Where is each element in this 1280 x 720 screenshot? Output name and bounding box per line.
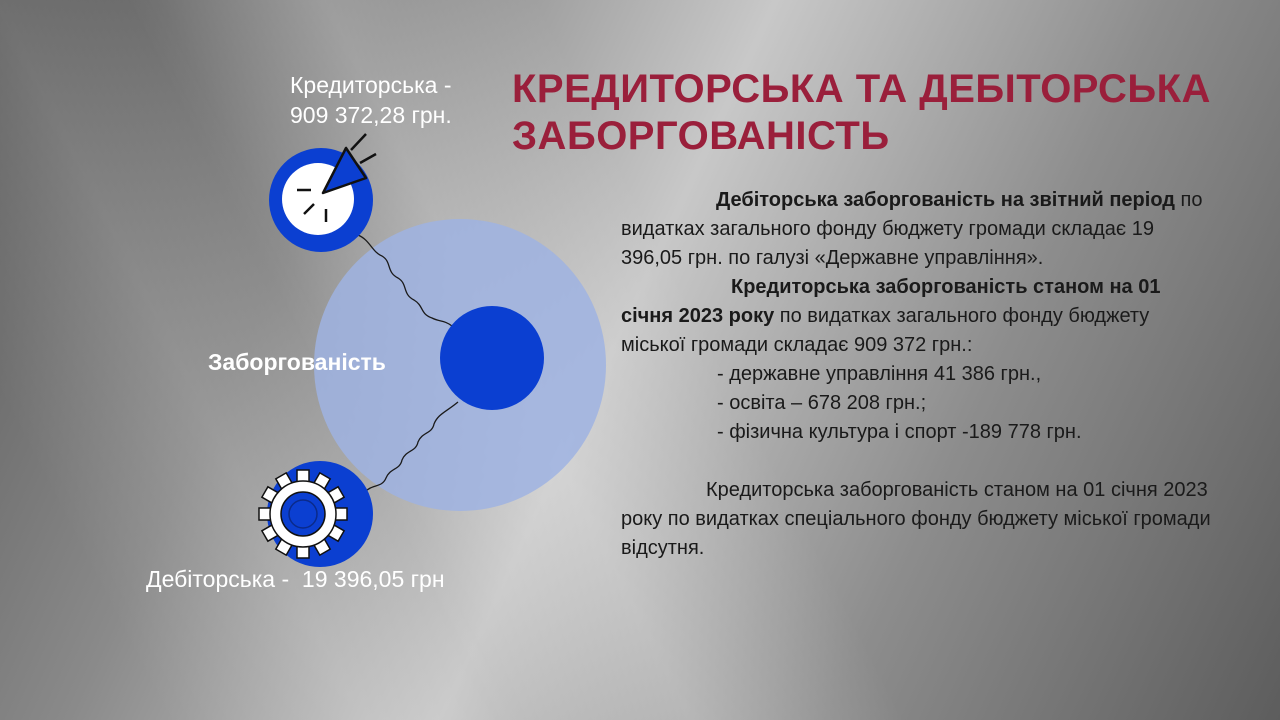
- paragraph-credit: [621, 273, 1211, 360]
- body-text: [621, 186, 1211, 563]
- paragraph-credit-bold: Кредиторська заборгованість станом на 01 січня 2023 року: [621, 276, 1161, 327]
- kred-label: [290, 70, 490, 130]
- list-item: - фізична культура і спорт -189 778 грн.: [717, 421, 1082, 443]
- pie-chart-icon: [269, 134, 376, 252]
- deb-label: Дебіторська - 19 396,05 грн: [146, 566, 445, 592]
- center-label: Заборгованість: [208, 349, 386, 375]
- kred-label-line-2: 909 372,28 грн.: [290, 102, 452, 128]
- paragraph-special-fund: [621, 476, 1211, 563]
- paragraph-credit-rest: по видатках загального фонду бюджету міської громади складає 909 372 грн.:: [621, 305, 1150, 356]
- list-item: - освіта – 678 208 грн.;: [717, 392, 927, 414]
- list-item: - державне управління 41 386 грн.,: [717, 363, 1042, 385]
- title-line-2: ЗАБОРГОВАНІСТЬ: [512, 114, 890, 158]
- paragraph-debit-rest: по видатках загального фонду бюджету громади складає 19 396,05 грн. по галузі «Державне управління».: [621, 189, 1203, 269]
- kred-label-line-1: Кредиторська -: [290, 72, 452, 98]
- debt-center-dot: [440, 306, 544, 410]
- title-line-1: КРЕДИТОРСЬКА ТА ДЕБІТОРСЬКА: [512, 67, 1211, 111]
- gear-icon: [259, 461, 373, 567]
- paragraph-debit: [621, 186, 1211, 273]
- paragraph-special-fund-text: Кредиторська заборгованість станом на 01 січня 2023 року по видатках спеціального фонду бюджету міської громади відсутня.: [621, 479, 1211, 559]
- paragraph-debit-bold: Дебіторська заборгованість на звітний період: [716, 189, 1175, 211]
